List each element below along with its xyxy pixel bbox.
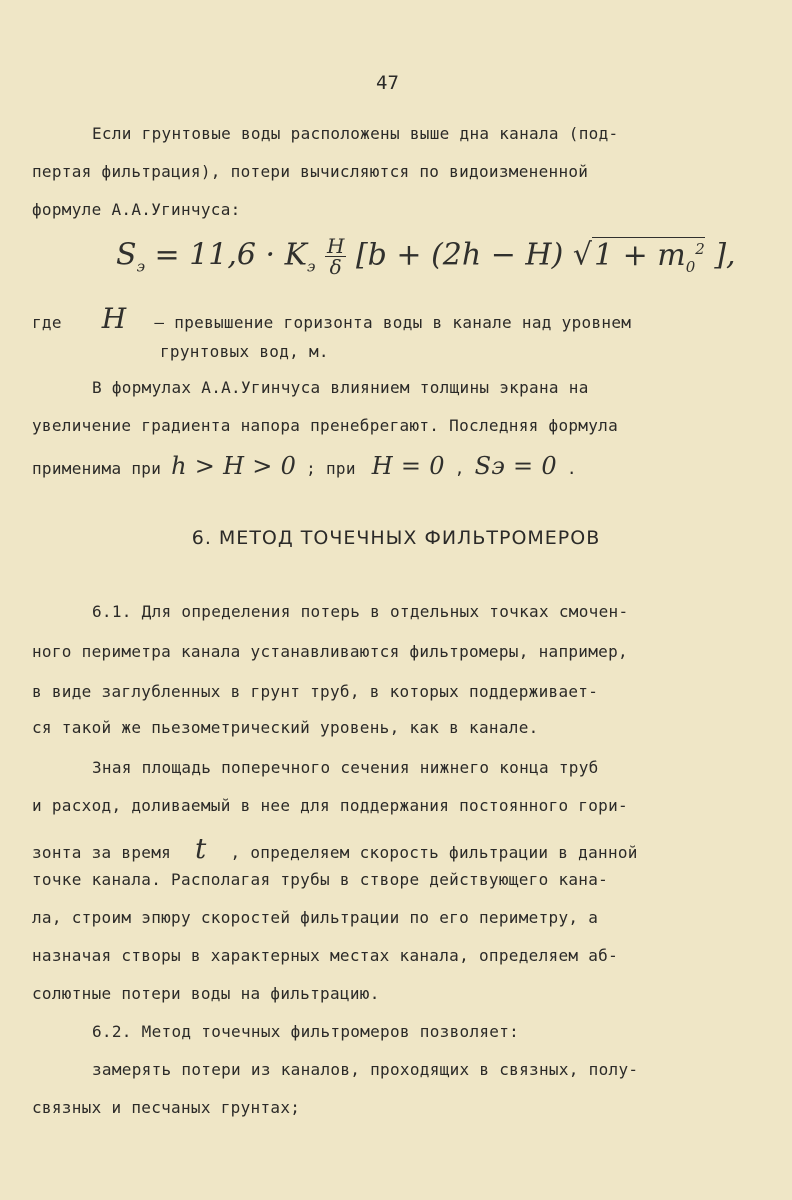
applicability-line: применима при h > H > 0 ; при H = 0 , Sэ = 0 .	[32, 452, 577, 480]
text-line: ла, строим эпюру скоростей фильтрации по его периметру, а	[32, 908, 599, 927]
text-line: в виде заглубленных в грунт труб, в которых поддерживает-	[32, 682, 599, 701]
text-line: пертая фильтрация), потери вычисляются по видоизмененной	[32, 162, 589, 181]
section-heading: 6. МЕТОД ТОЧЕЧНЫХ ФИЛЬТРОМЕРОВ	[191, 527, 601, 549]
text-line: точке канала. Располагая трубы в створе действующего кана-	[32, 870, 609, 889]
text-line: 6.2. Метод точечных фильтромеров позволяет:	[92, 1022, 520, 1041]
text-line: грунтовых вод, м.	[160, 342, 329, 361]
text-line: Зная площадь поперечного сечения нижнего конца труб	[92, 758, 599, 777]
text-line: Если грунтовые воды расположены выше дна канала (под-	[92, 124, 619, 143]
text-line: В формулах А.А.Угинчуса влиянием толщины экрана на	[92, 378, 589, 397]
text-line: и расход, доливаемый в нее для поддержания постоянного гори-	[32, 796, 628, 815]
text-line: формуле А.А.Угинчуса:	[32, 200, 241, 219]
text-line: ся такой же пьезометрический уровень, как в канале.	[32, 718, 539, 737]
text-line: ного периметра канала устанавливаются фильтромеры, например,	[32, 642, 628, 661]
symbol-t: t	[195, 832, 207, 865]
text-line: замерять потери из каналов, проходящих в связных, полу-	[92, 1060, 639, 1079]
symbol-H: H	[101, 302, 127, 335]
page-number: 47	[376, 72, 399, 94]
text-line: назначая створы в характерных местах канала, определяем аб-	[32, 946, 619, 965]
uginchus-formula: $S_э = 11,6 \cdot K_э$ $\frac{H}{\delta}$ [b + (2h − H) $√1 + m_0^2$ ],	[116, 234, 736, 279]
where-clause: где H – превышение горизонта воды в канале над уровнем	[32, 302, 632, 335]
text-line: увеличение градиента напора пренебрегают. Последняя формула	[32, 416, 619, 435]
text-line: 6.1. Для определения потерь в отдельных точках смочен-	[92, 602, 629, 621]
time-line: зонта за время t , определяем скорость фильтрации в данной	[32, 832, 638, 865]
text-line: связных и песчаных грунтах;	[32, 1098, 301, 1117]
text-line: солютные потери воды на фильтрацию.	[32, 984, 380, 1003]
